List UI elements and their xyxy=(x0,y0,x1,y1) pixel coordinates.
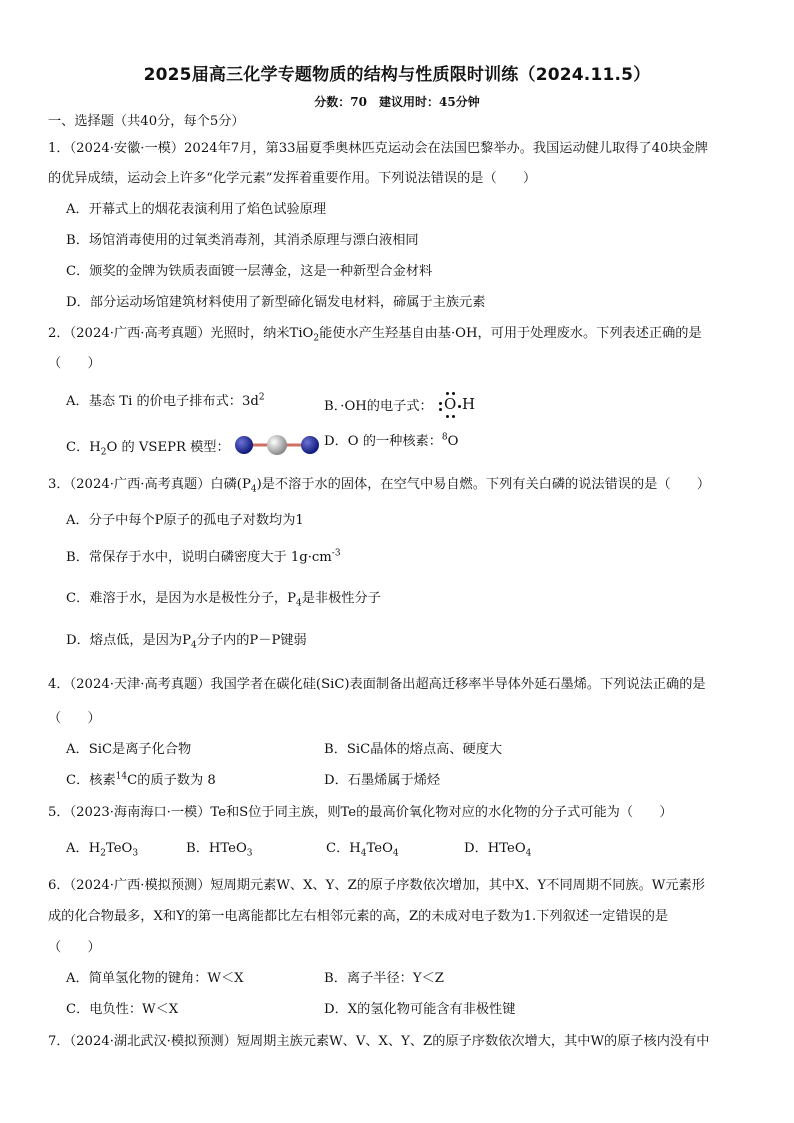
q5-option-a: A．$H_2TeO_3$ xyxy=(66,841,139,859)
q4-option-d: D．石墨烯属于烯烃 xyxy=(324,773,441,788)
q3-option-c: C．难溶于水，是因为水是极性分子，$P_4$是非极性分子 xyxy=(66,591,381,609)
q1-option-b: B．场馆消毒使用的过氧类消毒剂，其消杀原理与漂白液相同 xyxy=(66,233,419,248)
q6-option-b: B．离子半径：Y＜Z xyxy=(324,971,444,986)
section-heading: 一、选择题（共40分，每个5分） xyxy=(48,114,245,129)
q4-option-c: C．核素$^{14}$C的质子数为 8 xyxy=(66,771,216,788)
q2-stem-line1: 2．（2024·广西·高考真题）光照时，纳米TiO$_2$能使水产生羟基自由基·OH，可用于处理废水。下列表述正确的是 xyxy=(48,326,702,344)
q5-option-c: C．$H_4TeO_4$ xyxy=(326,841,399,859)
q4-stem-line1: 4．（2024·天津·高考真题）我国学者在碳化硅(SiC)表面制备出超高迁移率半导体外延石墨烯。下列说法正确的是 xyxy=(48,677,706,692)
q2-option-a: A．基态 Ti 的价电子排布式：$3d^2$ xyxy=(66,392,265,409)
q3-option-a: A．分子中每个P原子的孤电子对数均为1 xyxy=(66,513,304,528)
q6-stem-line2: 成的化合物最多，X和Y的第一电离能都比左右相邻元素的高，Z的未成对电子数为1.下列叙述一定错误的是 xyxy=(48,909,669,924)
q1-option-d: D．部分运动场馆建筑材料使用了新型碲化镉发电材料，碲属于主族元素 xyxy=(66,295,486,310)
q1-stem-line1: 1．（2024·安徽·一模）2024年7月，第33届夏季奥林匹克运动会在法国巴黎举办。我国运动健儿取得了40块金牌 xyxy=(48,141,708,156)
q7-stem-line1: 7．（2024·湖北武汉·模拟预测）短周期主族元素W、V、X、Y、Z的原子序数依次增大，其中W的原子核内没有中 xyxy=(48,1034,710,1049)
q6-stem-line1: 6．（2024·广西·模拟预测）短周期元素W、X、Y、Z的原子序数依次增加，其中X、Y不同周期不同族。W元素形 xyxy=(48,878,705,893)
q5-option-b: B．HTeO$_3$ xyxy=(186,841,253,859)
q3-option-b: B．常保存于水中，说明白磷密度大于 $1g\cdot cm^{-3}$ xyxy=(66,548,341,565)
q4-stem-line2: （ ） xyxy=(48,711,101,726)
q6-option-d: D．X的氢化物可能含有非极性键 xyxy=(324,1002,516,1017)
page-subtitle: 分数：70 建议用时：45分钟 xyxy=(314,95,480,109)
q2-option-d: D．O 的一种核素：$^8$O xyxy=(324,432,459,449)
hydroxyl-lewis-structure: O H xyxy=(437,394,477,416)
q4-option-a: A．SiC是离子化合物 xyxy=(66,742,192,757)
q1-stem-line2: 的优异成绩，运动会上许多“化学元素”发挥着重要作用。下列说法错误的是（ ） xyxy=(48,171,537,186)
q3-option-d: D．熔点低，是因为$P_4$分子内的P－P键弱 xyxy=(66,633,307,651)
q2-option-c: C．$H_2O$ 的 VSEPR 模型： xyxy=(66,434,320,456)
q2-stem-line2: （ ） xyxy=(48,356,101,371)
vsepr-model-icon xyxy=(234,434,320,456)
q4-option-b: B．SiC晶体的熔点高、硬度大 xyxy=(324,742,503,757)
q6-option-a: A．简单氢化物的键角：W＜X xyxy=(66,971,244,986)
q5-stem: 5．（2023·海南海口·一模）Te和S位于同主族，则Te的最高价氧化物对应的水化物的分子式可能为（ ） xyxy=(48,805,673,820)
q1-option-a: A．开幕式上的烟花表演利用了焰色试验原理 xyxy=(66,202,327,217)
q6-option-c: C．电负性：W＜X xyxy=(66,1002,179,1017)
q1-option-c: C．颁奖的金牌为铁质表面镀一层薄金，这是一种新型合金材料 xyxy=(66,264,433,279)
page-title: 2025届高三化学专题物质的结构与性质限时训练（2024.11.5） xyxy=(143,65,651,85)
q5-option-d: D．HTeO$_4$ xyxy=(464,841,532,859)
q3-stem: 3．（2024·广西·高考真题）白磷$(P_4)$是不溶于水的固体，在空气中易自燃。下列有关白磷的说法错误的是（ ） xyxy=(48,477,711,495)
q6-stem-line3: （ ） xyxy=(48,940,101,955)
q2-option-b: B．·OH的电子式： O H xyxy=(324,394,477,416)
